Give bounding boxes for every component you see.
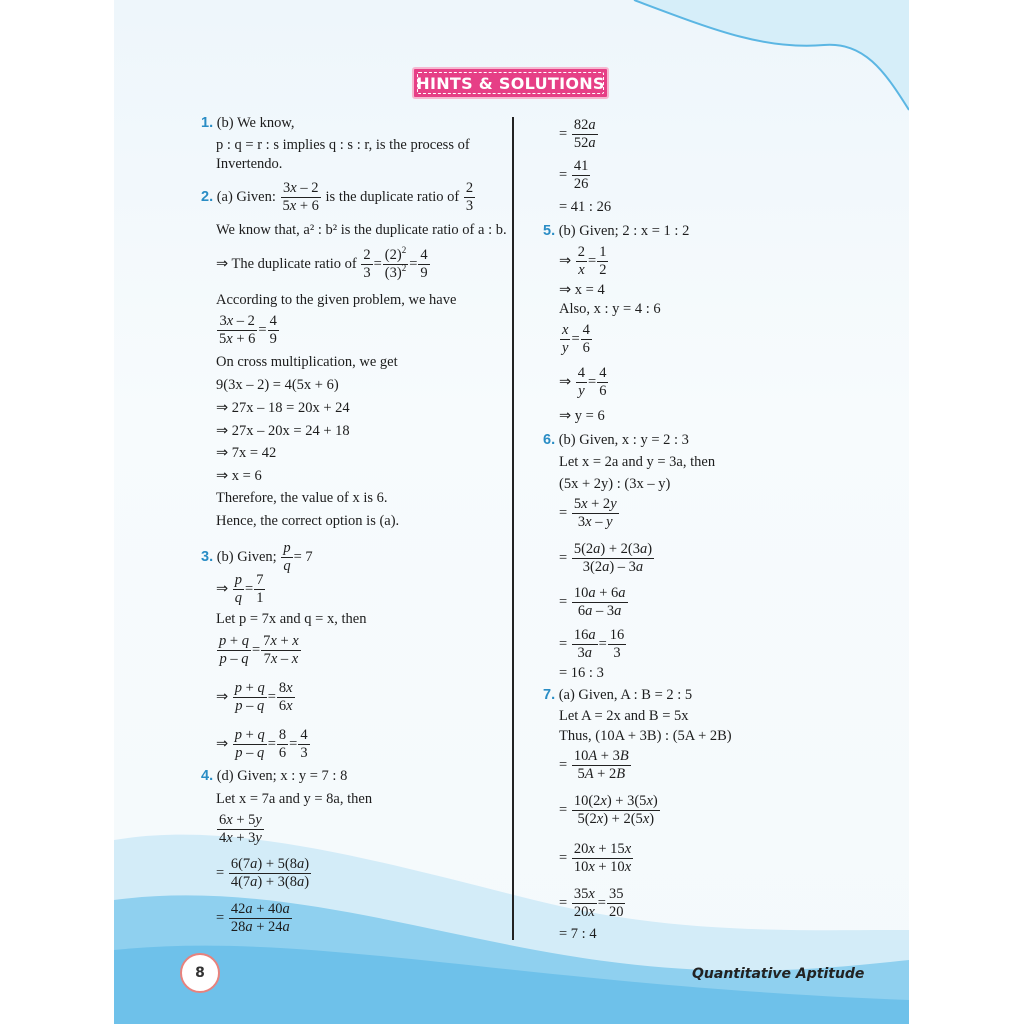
book-title: Quantitative Aptitude bbox=[692, 966, 865, 982]
q7-equation: = $\frac{10A + 3B}{5A + 2B}$ bbox=[559, 748, 629, 783]
q2-text: Hence, the correct option is (a). bbox=[216, 513, 400, 529]
q6-result: = 16 : 3 bbox=[559, 665, 604, 681]
q4-equation: = $\frac{42a + 40a}{28a + 24a}$ bbox=[216, 901, 290, 936]
q7-equation: = $\frac{35x}{20x}$ = $\frac{35}{20}$ bbox=[559, 886, 624, 921]
q5-equation: ⇒ $\frac{4}{y}$ = $\frac{4}{6}$ bbox=[559, 365, 607, 400]
q1-text: p : q = r : s implies q : s : r, is the process of bbox=[216, 137, 470, 153]
q2-text: ⇒ 7x = 42 bbox=[216, 445, 277, 461]
column-divider bbox=[512, 117, 514, 940]
q2-text: We know that, a² : b² is the duplicate ratio of a : b. bbox=[216, 222, 507, 238]
q5-line: 5. (b) Given; 2 : x = 1 : 2 bbox=[543, 223, 690, 239]
q3-equation: ⇒ $\frac{p + q}{p - q}$ = $\frac{8}{6}$ = $\frac{4}{3}$ bbox=[216, 727, 308, 762]
q1-line: 1. (b) We know, bbox=[201, 115, 295, 131]
q2-text: ⇒ x = 6 bbox=[216, 468, 262, 484]
q3-equation: $\frac{p + q}{p - q}$ = $\frac{7x + x}{7x - x}$ bbox=[219, 633, 299, 668]
q4-text: Let x = 7a and y = 8a, then bbox=[216, 791, 373, 807]
page-title: HINTS & SOLUTIONS bbox=[416, 73, 605, 93]
q5-equation: ⇒ $\frac{2}{x}$ = $\frac{1}{2}$ bbox=[559, 244, 607, 279]
q1-text: Invertendo. bbox=[216, 156, 283, 172]
q6-text: (5x + 2y) : (3x – y) bbox=[559, 476, 671, 492]
q2-text: Therefore, the value of x is 6. bbox=[216, 490, 388, 506]
q2-text: 9(3x – 2) = 4(5x + 6) bbox=[216, 377, 339, 393]
q3-equation: ⇒ $\frac{p}{q}$ = $\frac{7}{1}$ bbox=[216, 572, 264, 607]
q2-equation: $\frac{3x - 2}{5x + 6}$ = $\frac{4}{9}$ bbox=[219, 313, 277, 348]
q2-text: On cross multiplication, we get bbox=[216, 354, 398, 370]
q7-line: 7. (a) Given, A : B = 2 : 5 bbox=[543, 687, 693, 703]
q5-text: ⇒ y = 6 bbox=[559, 408, 605, 424]
q5-text: ⇒ x = 4 bbox=[559, 282, 605, 298]
q7-result: = 7 : 4 bbox=[559, 926, 597, 942]
q4-line: 4. (d) Given; x : y = 7 : 8 bbox=[201, 768, 348, 784]
page-number: 8 bbox=[180, 953, 220, 993]
q6-text: Let x = 2a and y = 3a, then bbox=[559, 454, 716, 470]
q6-equation: = $\frac{5(2a) + 2(3a)}{3(2a) - 3a}$ bbox=[559, 541, 653, 576]
q3-line: 3. (b) Given; $\frac{p}{q}$ = 7 bbox=[201, 540, 313, 575]
q5-equation: $\frac{x}{y}$ = $\frac{4}{6}$ bbox=[562, 322, 590, 357]
q7-text: Let A = 2x and B = 5x bbox=[559, 708, 689, 724]
q7-equation: = $\frac{10(2x) + 3(5x)}{5(2x) + 2(5x)}$ bbox=[559, 793, 658, 828]
q6-equation: = $\frac{16a}{3a}$ = $\frac{16}{3}$ bbox=[559, 627, 625, 662]
q6-equation: = $\frac{10a + 6a}{6a - 3a}$ bbox=[559, 585, 626, 620]
q2-line: ⇒ The duplicate ratio of $\frac{2}{3}$ = $\frac{(2)^2}{(3)^2}$ = $\frac{4}{9}$ bbox=[216, 245, 428, 282]
q2-line: 2. (a) Given: $\frac{3x - 2}{5x + 6}$ is the duplicate ratio of $\frac{2}{3}$ bbox=[201, 180, 474, 215]
q5-text: Also, x : y = 4 : 6 bbox=[559, 301, 661, 317]
q4-equation: $\frac{6x + 5y}{4x + 3y}$ bbox=[219, 812, 262, 847]
q7-text: Thus, (10A + 3B) : (5A + 2B) bbox=[559, 728, 732, 744]
q4-equation: = $\frac{6(7a) + 5(8a)}{4(7a) + 3(8a)}$ bbox=[216, 856, 310, 891]
q6-line: 6. (b) Given, x : y = 2 : 3 bbox=[543, 432, 689, 448]
q4-equation: = $\frac{41}{26}$ bbox=[559, 158, 589, 193]
top-wave-decoration bbox=[594, 0, 909, 120]
q3-text: Let p = 7x and q = x, then bbox=[216, 611, 367, 627]
q3-equation: ⇒ $\frac{p + q}{p - q}$ = $\frac{8x}{6x}$ bbox=[216, 680, 293, 715]
q4-equation: = $\frac{82a}{52a}$ bbox=[559, 117, 596, 152]
q7-equation: = $\frac{20x + 15x}{10x + 10x}$ bbox=[559, 841, 632, 876]
q2-text: ⇒ 27x – 18 = 20x + 24 bbox=[216, 400, 350, 416]
q2-text: ⇒ 27x – 20x = 24 + 18 bbox=[216, 423, 350, 439]
q4-result: = 41 : 26 bbox=[559, 199, 612, 215]
q2-text: According to the given problem, we have bbox=[216, 292, 457, 308]
q6-equation: = $\frac{5x + 2y}{3x - y}$ bbox=[559, 496, 617, 531]
hints-solutions-banner bbox=[412, 67, 609, 99]
